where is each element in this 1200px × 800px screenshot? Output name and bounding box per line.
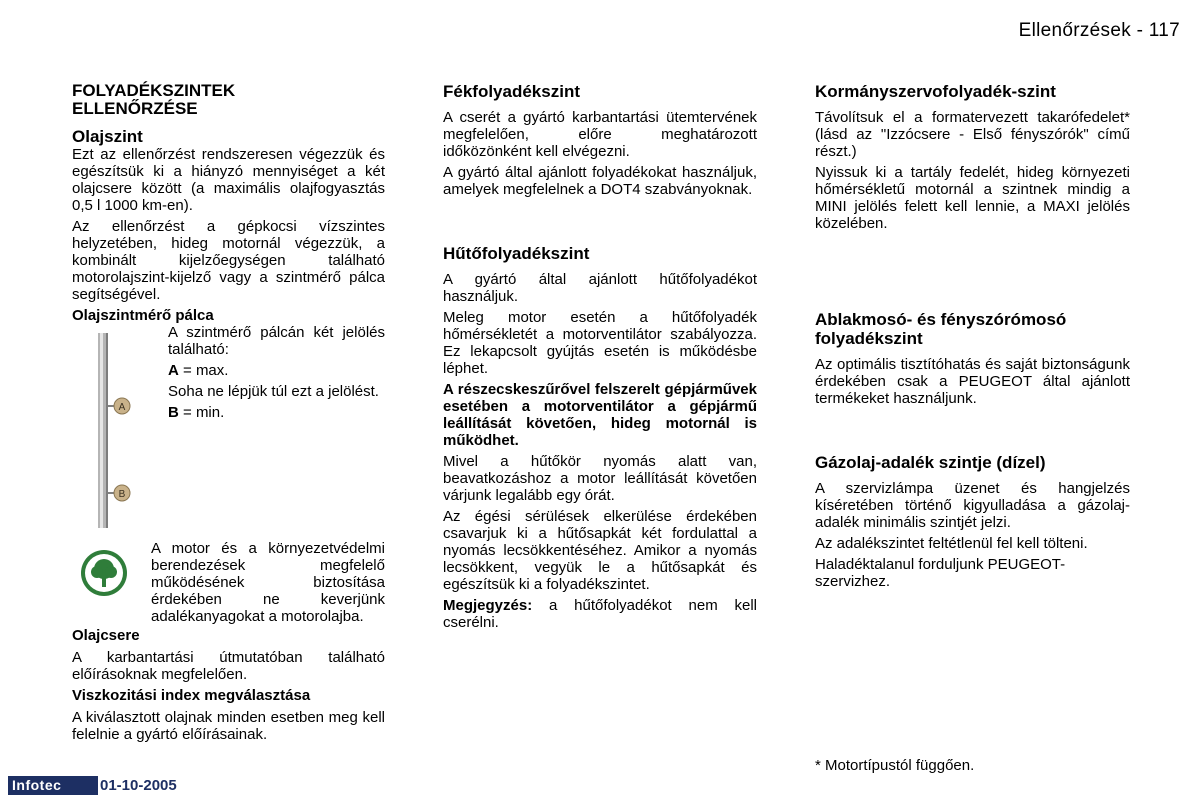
note-text: a hűtőfolyadékot nem kell cserélni.	[443, 597, 757, 631]
dipstick-paragraph-2: Soha ne lépjük túl ezt a jelölést.	[168, 383, 379, 400]
column-1-bottom	[72, 627, 385, 747]
marker-a-label: A	[118, 402, 126, 413]
dipstick-a-line	[168, 362, 385, 379]
dipstick-b-line	[168, 404, 385, 421]
washer-fluid-title: Ablakmosó- és fényszórómosó folyadékszint	[815, 310, 1067, 348]
steering-paragraph-1: Távolítsuk el a formatervezett takarófedelet* (lásd az "Izzócsere - Első fényszórók" című részt.)	[815, 109, 1130, 160]
dipstick-a-label: A	[168, 362, 179, 379]
page-header: Ellenőrzések - 117	[1018, 20, 1180, 41]
section-heading: FOLYADÉKSZINTEK ELLENŐRZÉSE	[72, 81, 236, 118]
diesel-paragraph-2: Az adalékszintet feltétlenül fel kell tölteni.	[815, 535, 1088, 552]
viscosity-text: A kiválasztott olajnak minden esetben meg kell felelnie a gyártó előírásainak.	[72, 709, 385, 743]
oil-change-title: Olajcsere	[72, 627, 140, 644]
oil-level-title: Olajszint	[72, 127, 143, 146]
brake-fluid-title: Fékfolyadékszint	[443, 82, 580, 101]
oil-level-paragraph-1: Ezt az ellenőrzést rendszeresen végezzük és egészítsük ki a hiányzó mennyiséget a két olajcsere között (a maximális olajfogyasztás 0,5 l 1000 km-en).	[72, 146, 385, 214]
footer-date: 01-10-2005	[100, 777, 177, 794]
marker-b-label: B	[118, 489, 126, 500]
dipstick-a-value: = max.	[178, 362, 229, 379]
coolant-paragraph-2: Meleg motor esetén a hűtőfolyadék hőmérsékletét a motorventilátor szabályozza. Ez lekapcsolt gyújtás esetén is működésbe léphet.	[443, 309, 757, 377]
coolant-title: Hűtőfolyadékszint	[443, 244, 590, 263]
diesel-paragraph-1: A szervizlámpa üzenet és hangjelzés kíséretében történő kigyulladása a gázolaj-adalék minimális szintjét jelzi.	[815, 480, 1130, 531]
coolant-paragraph-4: Az égési sérülések elkerülése érdekében csavarjuk ki a hűtősapkát két fordulattal a nyomás lecsökkentéséhez. Amikor a nyomás lecsökkent, vegyük le a hűtősapkát és egészítsük ki a folyadékszintet.	[443, 508, 757, 593]
footnote: * Motortípustól függően.	[815, 757, 975, 774]
coolant-paragraph-1: A gyártó által ajánlott hűtőfolyadékot használjuk.	[443, 271, 757, 305]
dipstick-title: Olajszintmérő pálca	[72, 307, 214, 324]
diesel-paragraph-3: Haladéktalanul forduljunk PEUGEOT-szervizhez.	[815, 556, 1066, 590]
dipstick-b-value: = min.	[178, 404, 225, 421]
washer-paragraph-1: Az optimális tisztítóhatás és saját biztonságunk érdekében csak a PEUGEOT által ajánlott termékeket használjunk.	[815, 356, 1130, 407]
brake-paragraph-1: A cserét a gyártó karbantartási ütemtervének megfelelően, előre meghatározott időközönként kell elvégezni.	[443, 109, 757, 160]
infotec-logo: Infotec	[8, 776, 98, 795]
oil-change-text: A karbantartási útmutatóban található előírásoknak megfelelően.	[72, 649, 385, 683]
environment-note-text: A motor és a környezetvédelmi berendezések megfelelő működésének biztosítása érdekében ne keverjünk adalékanyagokat a motorolajba.	[151, 540, 385, 625]
environment-note	[151, 540, 385, 629]
dipstick-paragraph-1: A szintmérő pálcán két jelölés található:	[168, 324, 385, 358]
oil-level-paragraph-2: Az ellenőrzést a gépkocsi vízszintes helyzetében, hideg motornál végezzük, a kombinált kijelzőegységen található motorolajszint-kijelző vagy a szintmérő pálca segítségével.	[72, 218, 385, 303]
environment-tree-icon	[80, 549, 128, 597]
steering-paragraph-2: Nyissuk ki a tartály fedelét, hideg környezeti hőmérsékletű motornál a szintnek mindig a MINI jelölés felett kell lennie, a MAXI jelölés közelében.	[815, 164, 1130, 232]
dipstick-text	[168, 324, 385, 425]
note-label: Megjegyzés:	[443, 597, 533, 614]
steering-fluid-title: Kormányszervofolyadék-szint	[815, 82, 1056, 101]
dipstick-illustration	[80, 333, 148, 528]
column-3	[815, 82, 1130, 594]
coolant-paragraph-3: Mivel a hűtőkör nyomás alatt van, beavatkozáshoz a motor leállítását követően várjunk legalább egy órát.	[443, 453, 757, 504]
dipstick-b-label: B	[168, 404, 179, 421]
viscosity-title: Viszkozitási index megválasztása	[72, 687, 311, 704]
column-2	[443, 82, 757, 635]
coolant-warning: A részecskeszűrővel felszerelt gépjárművek esetében a motorventilátor a gépjármű leállítását követően, hideg motornál is működhet.	[443, 381, 757, 449]
diesel-additive-title: Gázolaj-adalék szintje (dízel)	[815, 453, 1046, 472]
column-1	[72, 82, 385, 325]
brake-paragraph-2: A gyártó által ajánlott folyadékokat használjuk, amelyek megfelelnek a DOT4 szabványoknak.	[443, 164, 757, 198]
coolant-note	[443, 597, 757, 631]
